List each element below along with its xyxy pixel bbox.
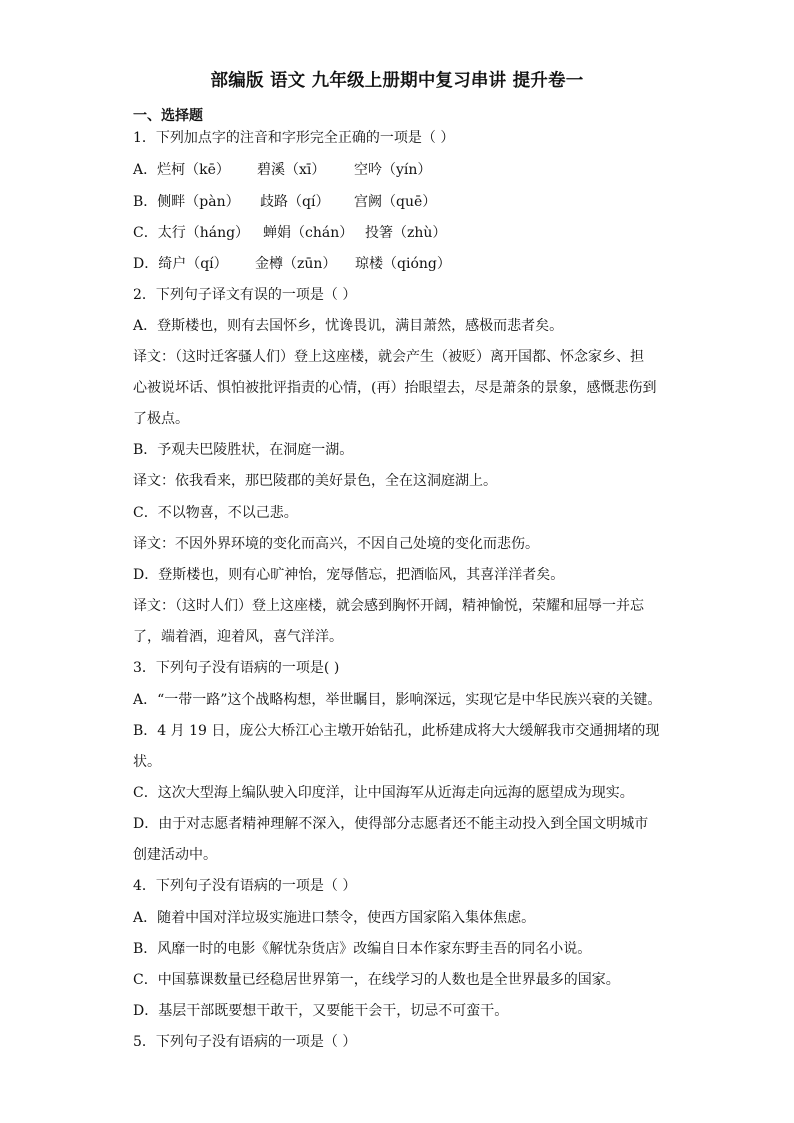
q1-option-c: [133, 223, 447, 243]
q2-b-translation: 译文：依我看来，那巴陵郡的美好景色，全在这洞庭湖上。: [133, 473, 497, 489]
q1-option-b: [133, 192, 437, 212]
q4-option-b: B．风靡一时的电影《解忧杂货店》改编自日本作家东野圭吾的同名小说。: [133, 941, 592, 957]
section-heading: 一、选择题: [133, 108, 203, 124]
q2-c-translation: 译文：不因外界环境的变化而高兴，不因自己处境的变化而悲伤。: [133, 536, 539, 552]
q3-option-a: A．“一带一路”这个战略构想，举世瞩目，影响深远，实现它是中华民族兴衰的关键。: [133, 692, 662, 708]
q1-a-item-3: 空吟（yín）: [354, 162, 432, 178]
q1-c-item-3: 投箸（zhù）: [365, 225, 447, 241]
q1-option-a: [133, 160, 432, 180]
q5-stem: 5．下列句子没有语病的一项是（ ）: [133, 1034, 357, 1050]
q4-option-a: A．随着中国对洋垃圾实施进口禁令，使西方国家陷入集体焦虑。: [133, 910, 536, 926]
q1-d-item-2: 金樽（zūn）: [255, 256, 337, 272]
q2-option-a: A．登斯楼也，则有去国怀乡，忧谗畏讥，满目萧然，感极而悲者矣。: [133, 318, 564, 334]
q3-option-d-line-1: D．由于对志愿者精神理解不深入，使得部分志愿者还不能主动投入到全国文明城市: [133, 816, 649, 832]
q1-b-item-3: 宫阙（quē）: [354, 194, 437, 210]
q4-stem: 4．下列句子没有语病的一项是（ ）: [133, 878, 357, 894]
q3-option-c: C．这次大型海上编队驶入印度洋，让中国海军从近海走向远海的愿望成为现实。: [133, 785, 634, 801]
q1-a-item-1: A．烂柯（kē）: [133, 162, 230, 178]
q2-d-translation-line-2: 了，端着酒，迎着风，喜气洋洋。: [133, 629, 343, 645]
q2-d-translation-line-1: 译文：（这时人们）登上这座楼，就会感到胸怀开阔，精神愉悦，荣耀和屈辱一并忘: [133, 598, 644, 614]
q3-option-b-line-2: 状。: [133, 754, 161, 770]
q2-option-c: C．不以物喜，不以己悲。: [133, 505, 298, 521]
q1-d-item-1: D．绮户（qí）: [133, 256, 228, 272]
q2-option-b: B．予观夫巴陵胜状，在洞庭一湖。: [133, 442, 354, 458]
q2-a-translation-line-2: 心被说坏话、惧怕被批评指责的心情，(再）抬眼望去，尽是萧条的景象，感慨悲伤到: [133, 380, 657, 396]
q1-c-item-2: 蝉娟（chán）: [263, 225, 354, 241]
q1-b-item-2: 歧路（qí）: [260, 194, 330, 210]
q3-option-b-line-1: B．4 月 19 日，庞公大桥江心主墩开始钻孔，此桥建成将大大缓解我市交通拥堵的现: [133, 723, 660, 739]
q1-a-item-2: 碧溪（xī）: [257, 162, 326, 178]
q3-stem: 3．下列句子没有语病的一项是( ): [133, 660, 340, 676]
q2-option-d: D．登斯楼也，则有心旷神怡，宠辱偕忘，把酒临风，其喜洋洋者矣。: [133, 567, 565, 583]
document-title: 部编版 语文 九年级上册期中复习串讲 提升卷一: [210, 71, 584, 91]
q1-option-d: [133, 254, 451, 274]
q1-c-item-1: C．太行（háng）: [133, 225, 250, 241]
q1-d-item-3: 琼楼（qióng）: [355, 256, 451, 272]
q3-option-d-line-2: 创建活动中。: [133, 847, 217, 863]
q2-stem: 2．下列句子译文有误的一项是（ ）: [133, 287, 357, 303]
q1-b-item-1: B．侧畔（pàn）: [133, 194, 240, 210]
q4-option-c: C．中国慕课数量已经稳居世界第一，在线学习的人数也是全世界最多的国家。: [133, 972, 620, 988]
q1-stem: 1．下列加点字的注音和字形完全正确的一项是（ ）: [133, 130, 455, 146]
q2-a-translation-line-1: 译文：（这时迁客骚人们）登上这座楼，就会产生（被贬）离开国都、怀念家乡、担: [133, 349, 644, 365]
q2-a-translation-line-3: 了极点。: [133, 411, 189, 427]
q4-option-d: D．基层干部既要想干敢干，又要能干会干，切忌不可蛮干。: [133, 1003, 509, 1019]
